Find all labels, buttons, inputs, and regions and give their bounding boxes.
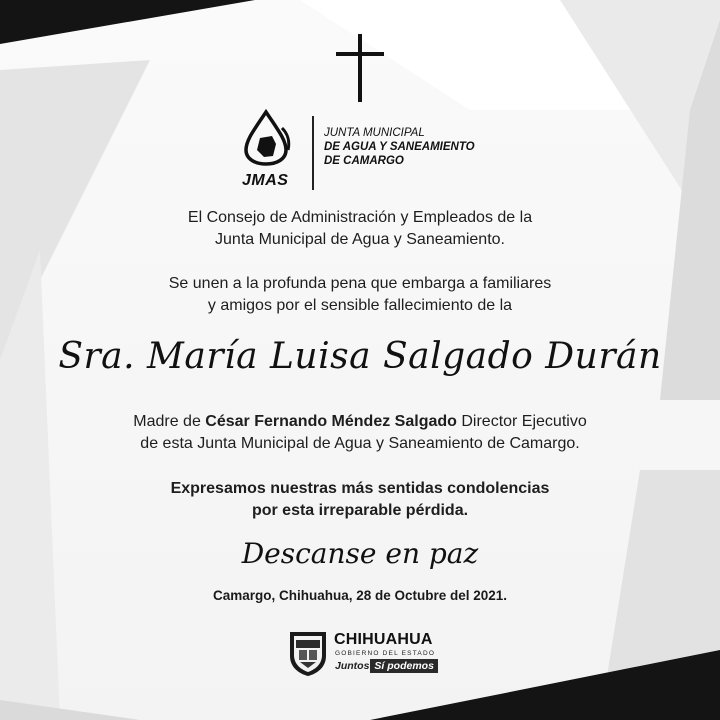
organization-name-line: DE CAMARGO <box>324 155 404 167</box>
relationship-prefix: Madre de <box>133 413 206 430</box>
grief-line: Se unen a la profunda pena que embarga a familiares <box>168 275 552 292</box>
government-subtitle: GOBIERNO DEL ESTADO <box>335 650 436 657</box>
logo-divider <box>312 116 314 190</box>
top-left-dark-shape <box>0 0 255 44</box>
cross-icon <box>332 32 388 104</box>
intro-line: El Consejo de Administración y Empleados de la <box>187 209 533 226</box>
intro-line: Junta Municipal de Agua y Saneamiento. <box>215 231 505 248</box>
water-drop-icon <box>238 108 304 166</box>
government-slogan <box>335 660 438 672</box>
condolence-line: por esta irreparable pérdida. <box>251 502 469 519</box>
condolence-line: Expresamos nuestras más sentidas condolencias <box>170 480 550 497</box>
government-name: CHIHUAHUA <box>334 631 433 648</box>
jmas-logo <box>238 106 498 192</box>
deceased-name: Sra. María Luisa Salgado Durán <box>58 336 662 377</box>
organization-name <box>324 126 475 168</box>
place-date: Camargo, Chihuahua, 28 de Octubre del 2021. <box>212 588 508 603</box>
son-name: César Fernando Méndez Salgado <box>205 413 457 430</box>
state-shield-icon <box>286 628 330 678</box>
slogan-badge: Sí podemos <box>370 659 438 673</box>
logo-abbreviation: JMAS <box>242 172 289 189</box>
condolence-paragraph <box>0 478 720 522</box>
rest-in-peace: Descanse en paz <box>241 537 479 570</box>
slogan-text: Juntos <box>335 660 370 672</box>
son-role: Director Ejecutivo <box>456 413 587 430</box>
relationship-paragraph <box>0 411 720 455</box>
government-logo <box>286 628 446 678</box>
organization-name-line: JUNTA MUNICIPAL <box>324 127 425 139</box>
intro-paragraph <box>0 207 720 251</box>
relationship-line: de esta Junta Municipal de Agua y Saneamiento de Camargo. <box>140 435 580 452</box>
relationship-line <box>0 411 720 433</box>
organization-name-line: DE AGUA Y SANEAMIENTO <box>324 141 475 153</box>
grief-paragraph <box>0 273 720 317</box>
grief-line: y amigos por el sensible fallecimiento de la <box>207 297 513 314</box>
bottom-left-gray-shape <box>0 700 140 720</box>
